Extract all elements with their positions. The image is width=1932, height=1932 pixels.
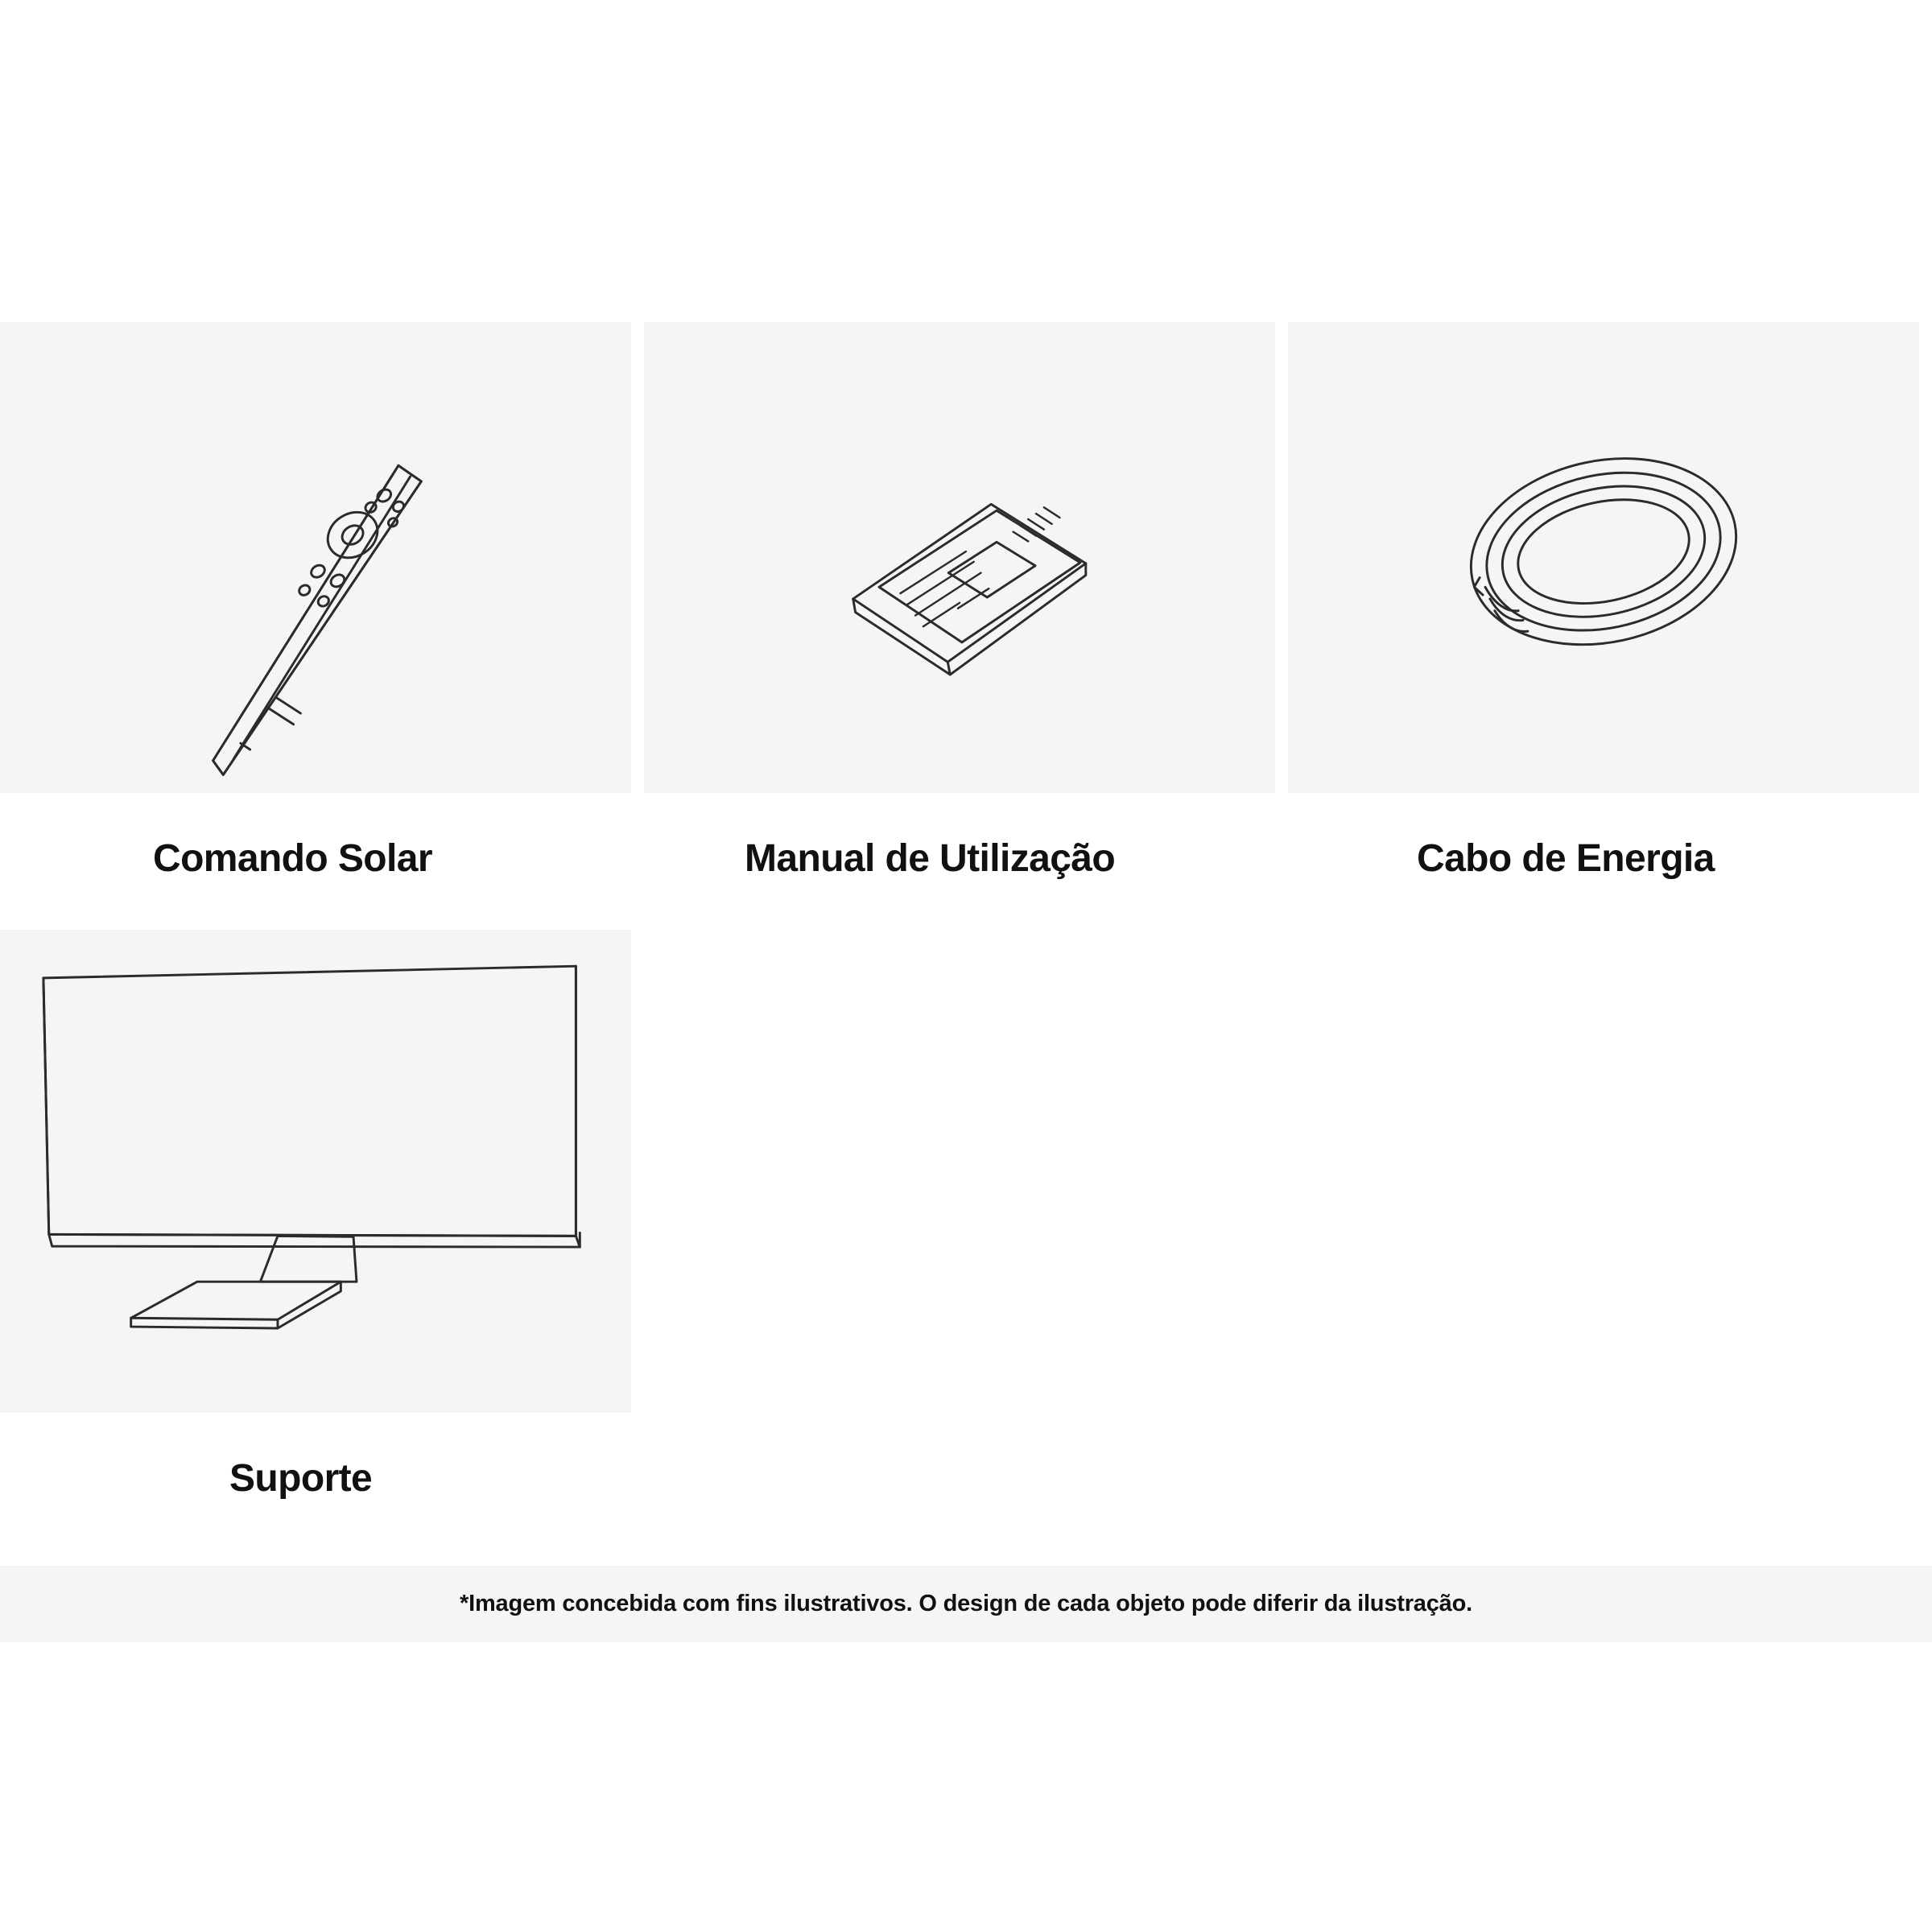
accessory-card-power-cable <box>1288 322 1932 881</box>
accessory-card-remote <box>0 322 644 881</box>
manual-booklet-icon <box>644 322 1275 793</box>
accessory-label-stand: Suporte <box>229 1457 373 1500</box>
tv-stand-icon <box>0 930 631 1413</box>
accessories-grid-row2 <box>0 930 644 1501</box>
power-cable-thumbnail <box>1288 322 1919 793</box>
tv-stand-thumbnail <box>0 930 631 1413</box>
manual-thumbnail <box>644 322 1275 793</box>
accessory-label-manual: Manual de Utilização <box>745 837 1116 880</box>
accessory-card-manual <box>644 322 1288 881</box>
accessories-grid <box>0 322 1932 881</box>
accessory-card-stand <box>0 930 644 1501</box>
footnote-text: *Imagem concebida com fins ilustrativos. O design de cada objeto pode diferir da ilustração. <box>460 1591 1472 1616</box>
accessory-label-remote: Comando Solar <box>153 837 432 880</box>
remote-control-thumbnail <box>0 322 631 793</box>
remote-control-icon <box>0 322 631 793</box>
accessory-label-power-cable: Cabo de Energia <box>1417 837 1715 880</box>
footnote-bar <box>0 1566 1932 1642</box>
power-cable-coil-icon <box>1288 322 1919 793</box>
